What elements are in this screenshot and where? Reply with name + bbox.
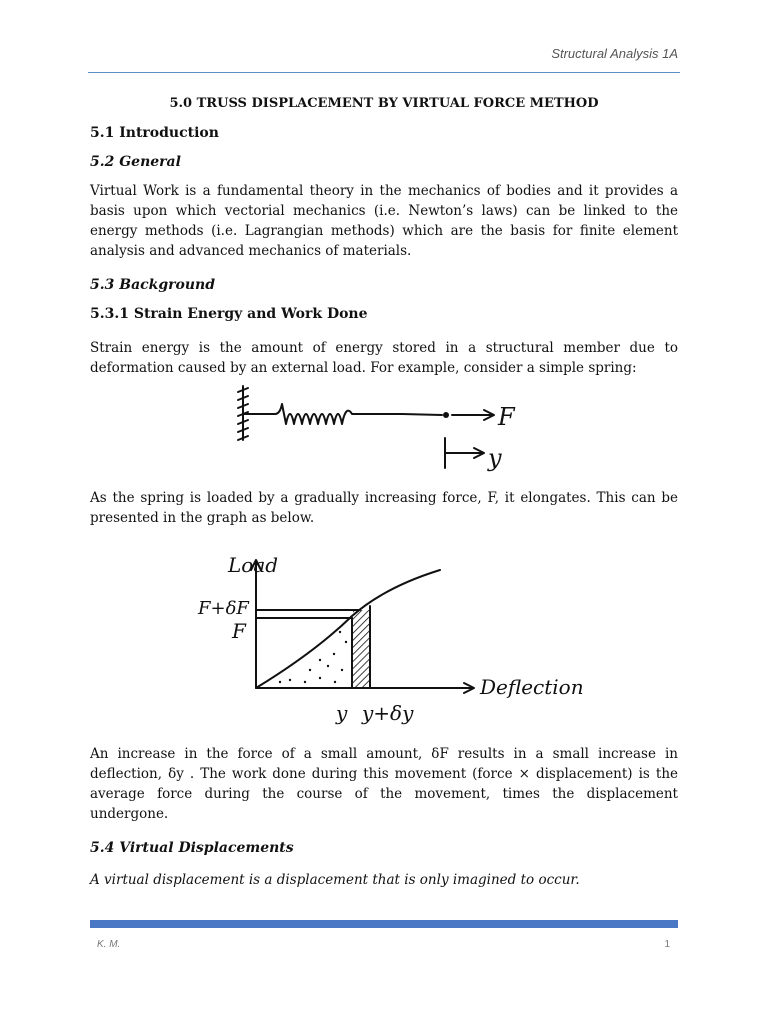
heading-background: 5.3 Background	[90, 277, 216, 293]
y-axis-label: Load	[228, 553, 279, 577]
spring-coil	[243, 404, 442, 424]
spring-disp-label: y	[488, 444, 502, 472]
heading-virtual-displacements: 5.4 Virtual Displacements	[90, 840, 294, 856]
document-title: 5.0 TRUSS DISPLACEMENT BY VIRTUAL FORCE METHOD	[169, 96, 599, 111]
paragraph-spring: As the spring is loaded by a gradually increasing force, F, it elongates. This can be presented in the graph as below.	[90, 490, 678, 526]
heading-introduction: 5.1 Introduction	[90, 125, 219, 141]
load-curve	[256, 570, 440, 688]
footer-bar	[90, 920, 678, 928]
paragraph-strain-energy: Strain energy is the amount of energy stored in a structural member due to deformation caused by an external load. For example, consider a simple spring:	[90, 340, 678, 376]
label-y: y	[336, 701, 348, 725]
page-content	[90, 94, 678, 904]
paragraph-general: Virtual Work is a fundamental theory in the mechanics of bodies and it provides a basis upon which vectorial mechanics (i.e. Newton’s laws) can be linked to the energy methods (i.e. Lagrangian methods) which are the basis for finite element analysis and advanced mechanics of materials.	[90, 183, 678, 259]
header-divider	[88, 72, 680, 73]
hatched-strip	[353, 610, 369, 687]
label-f-plus-df: F+δF	[198, 598, 249, 619]
paragraph-increase: An increase in the force of a small amount, δF results in a small increase in deflection, δy . The work done during this movement (force × displacement) is the average force during the course of the movement, times the displacement undergone.	[90, 746, 678, 822]
heading-general: 5.2 General	[90, 154, 181, 170]
paragraph-virtual: A virtual displacement is a displacement that is only imagined to occur.	[90, 872, 580, 888]
spring-node	[443, 412, 449, 418]
label-f: F	[232, 619, 246, 643]
label-y-plus-dy: y+δy	[362, 701, 414, 725]
x-axis-label: Deflection	[480, 675, 584, 699]
spring-force-label: F	[498, 403, 515, 431]
spring-figure	[90, 378, 678, 488]
running-header: Structural Analysis 1A	[551, 46, 678, 61]
page-number: 1	[664, 939, 670, 950]
load-deflection-graph	[90, 542, 678, 732]
stippled-area	[279, 631, 347, 683]
heading-strain-energy: 5.3.1 Strain Energy and Work Done	[90, 306, 368, 322]
footer-author: K. M.	[97, 939, 121, 950]
